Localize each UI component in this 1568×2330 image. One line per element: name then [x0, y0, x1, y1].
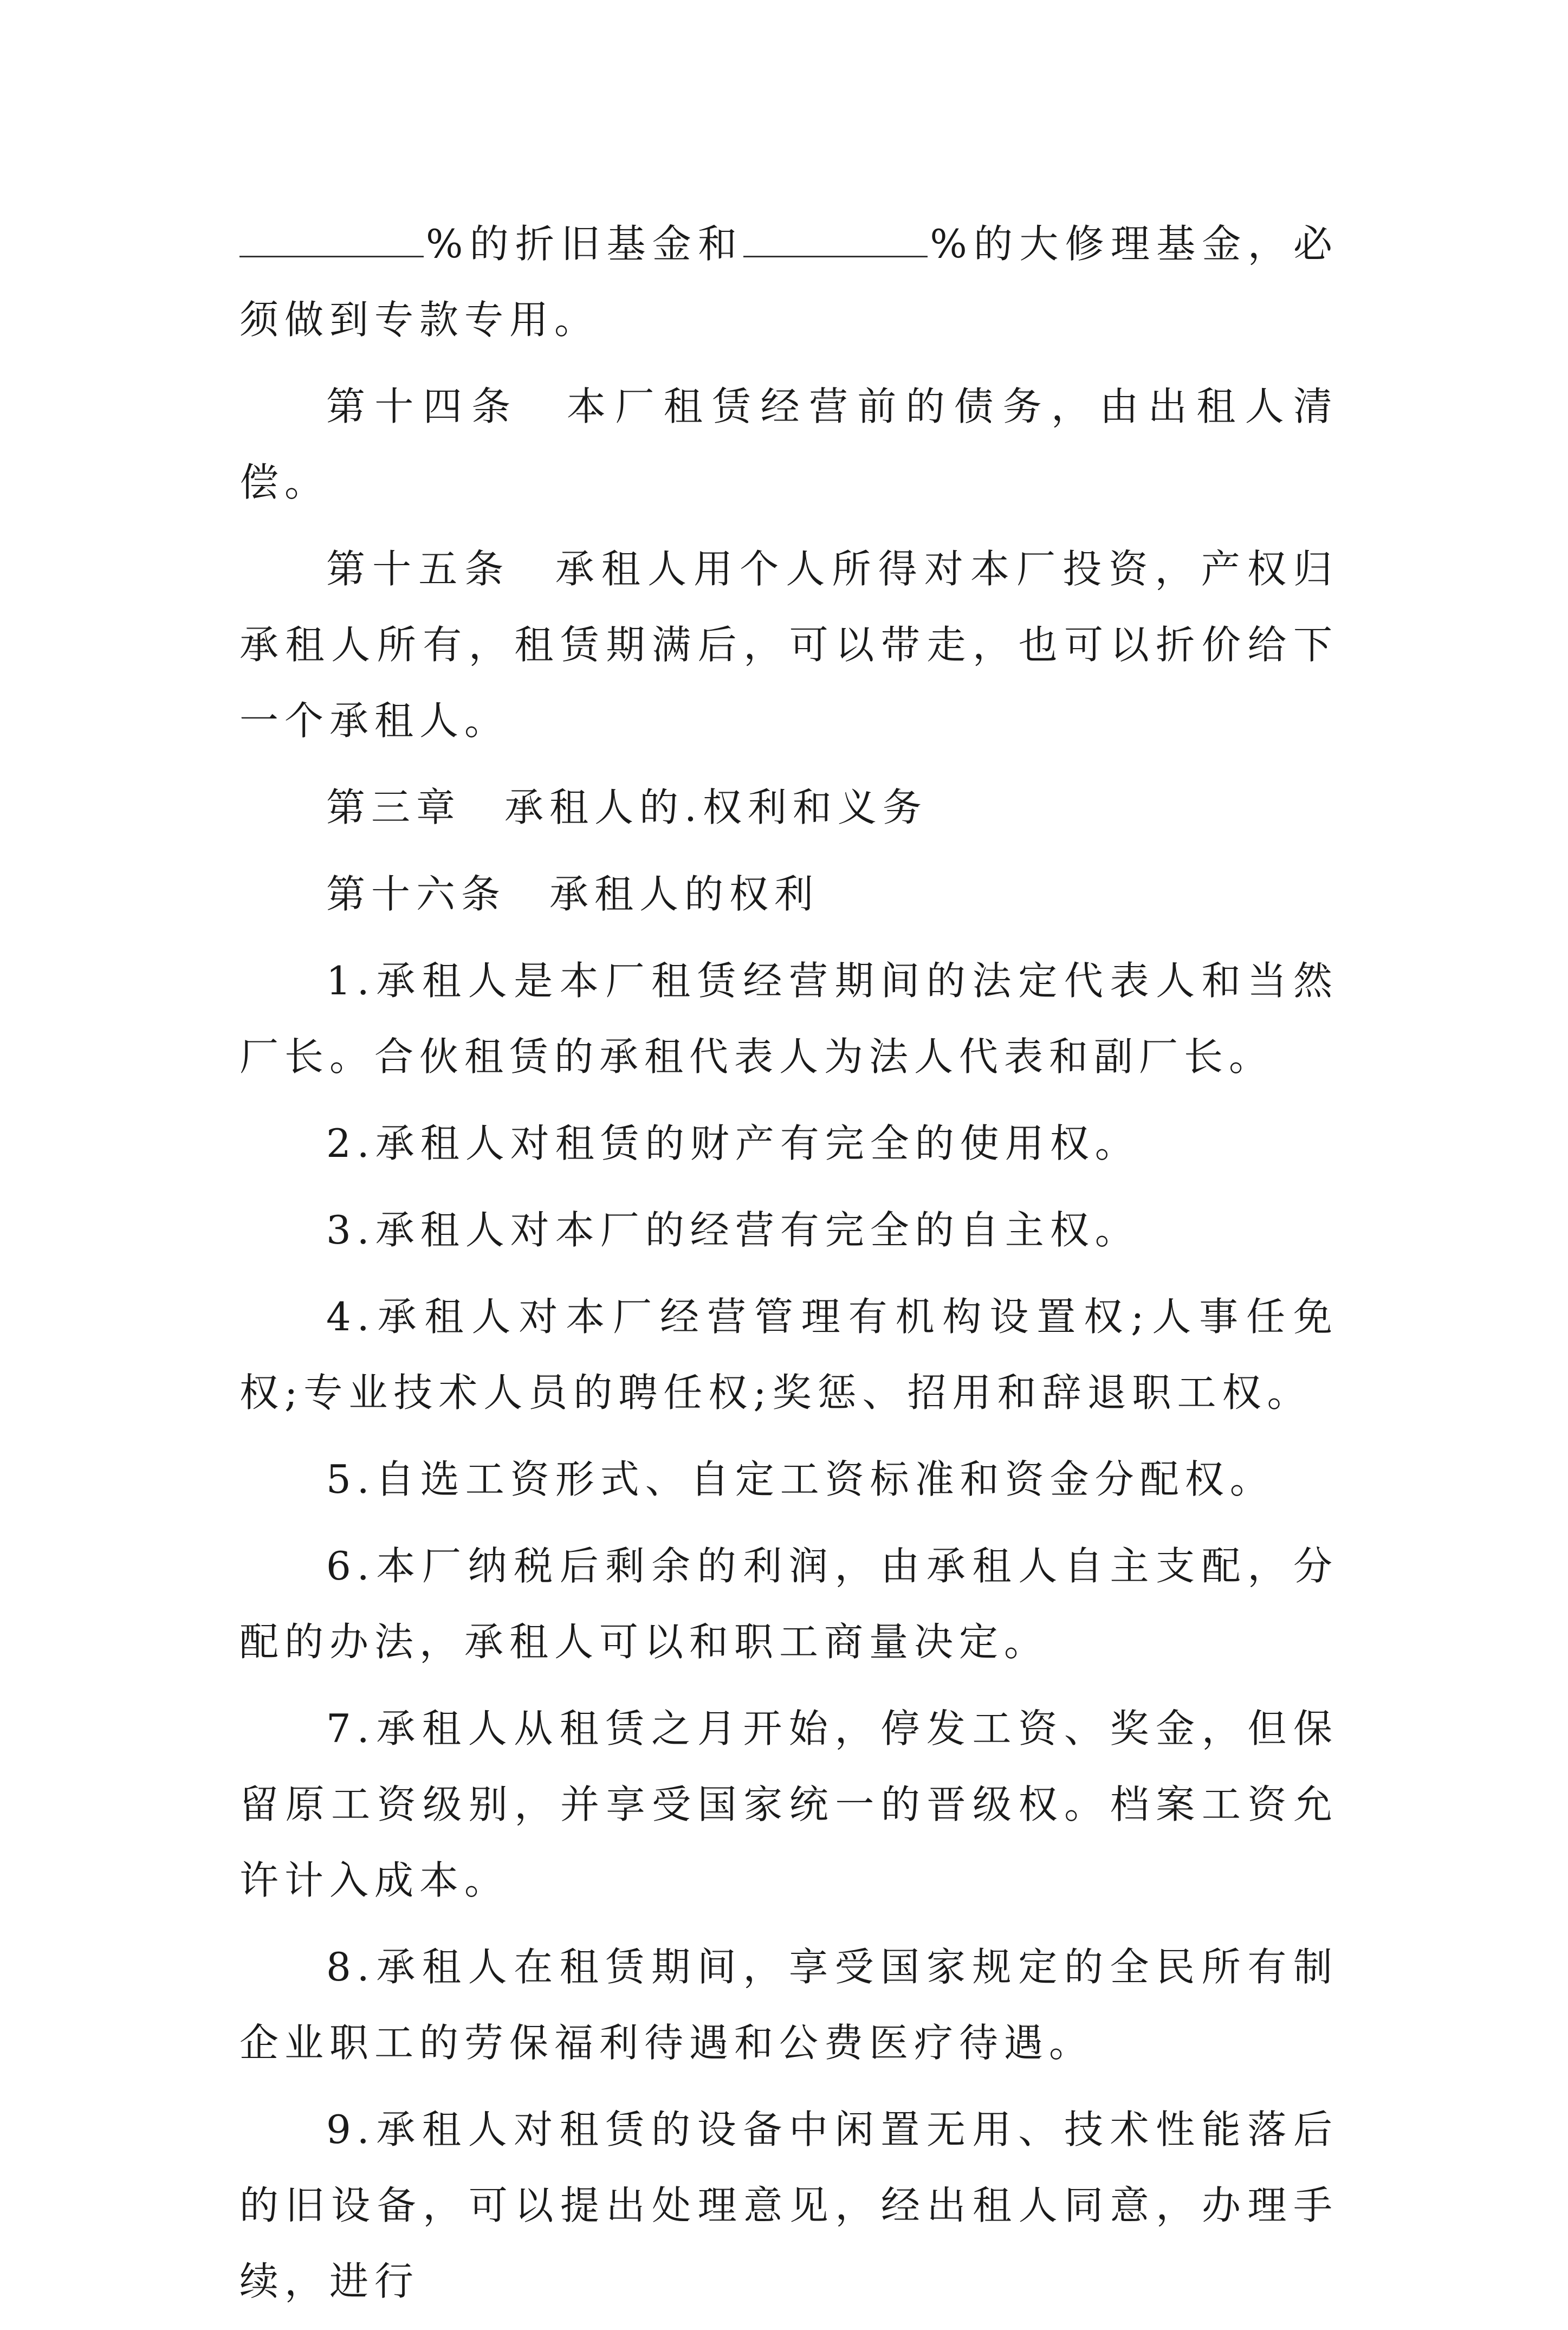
- article-15: [239, 531, 1338, 759]
- chapter-3-heading: [239, 769, 1338, 845]
- list-item: 5.自选工资形式、自定工资标准和资金分配权。: [326, 1457, 1275, 1502]
- pct2-text: %的大修理基金，必须做到专款专用。: [239, 221, 1338, 342]
- article-16: [239, 856, 1338, 932]
- article-16-heading: 第十六条: [326, 871, 507, 917]
- blank-line-2: [743, 218, 928, 257]
- list-item: 7.承租人从租赁之月开始，停发工资、奖金，但保留原工资级别，并享受国家统一的晋级权。档案工资允许计入成本。: [239, 1706, 1338, 1903]
- chapter-3-number: 第三章: [326, 785, 462, 830]
- article-15-heading: 第十五条: [326, 546, 511, 592]
- article-15-text: 承租人用个人所得对本厂投资，产权归承租人所有，租赁期满后，可以带走，也可以折价给下一个承租人。: [239, 546, 1338, 743]
- chapter-3-title: 承租人的.权利和义务: [504, 785, 928, 830]
- blank-line-1: [239, 218, 424, 257]
- list-item: 3.承租人对本厂的经营有完全的自主权。: [326, 1207, 1140, 1253]
- document-body: [239, 206, 1338, 2330]
- list-item: 2.承租人对租赁的财产有完全的使用权。: [326, 1121, 1140, 1166]
- list-item: 9.承租人对租赁的设备中闲置无用、技术性能落后的旧设备，可以提出处理意见，经出租人同意，办理手续，进行: [239, 2107, 1338, 2304]
- article-16-text: 承租人的权利: [549, 871, 820, 917]
- article-14-heading: 第十四条: [326, 384, 520, 429]
- list-item: 6.本厂纳税后剩余的利润，由承租人自主支配，分配的办法，承租人可以和职工商量决定。: [239, 1543, 1338, 1665]
- list-item: 8.承租人在租赁期间，享受国家规定的全民所有制企业职工的劳保福利待遇和公费医疗待遇。: [239, 1944, 1338, 2066]
- pct1-text: %的折旧基金和: [426, 221, 744, 267]
- list-item: 1.承租人是本厂租赁经营期间的法定代表人和当然厂长。合伙租赁的承租代表人为法人代表和副厂长。: [239, 958, 1338, 1079]
- fund-clause: [239, 206, 1338, 358]
- article-14-text: 本厂租赁经营前的债务，由出租人清偿。: [239, 384, 1338, 505]
- list-item: 4.承租人对本厂经营管理有机构设置权;人事任免权;专业技术人员的聘任权;奖惩、招用和辞退职工权。: [239, 1294, 1338, 1415]
- article-14: [239, 368, 1338, 520]
